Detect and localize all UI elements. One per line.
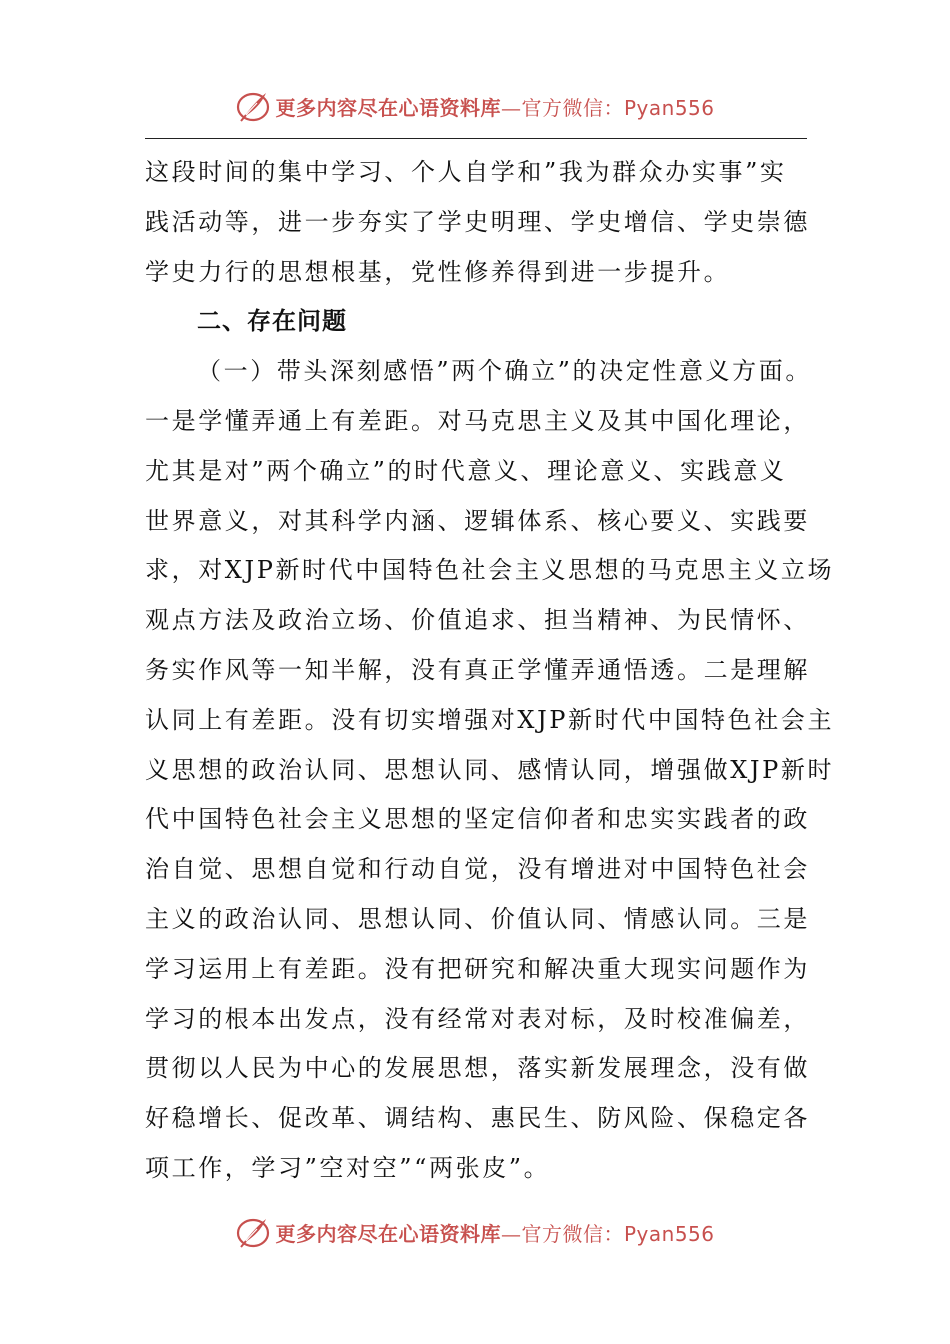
text-line: 认同上有差距。没有切实增强对XJP新时代中国特色社会主 xyxy=(145,705,835,734)
watermark-header xyxy=(0,84,950,128)
text-line: 项工作，学习”空对空”“两张皮”。 xyxy=(145,1153,551,1182)
document-body xyxy=(145,148,835,1194)
text-line: 尤其是对”两个确立”的时代意义、理论意义、实践意义 xyxy=(145,456,787,485)
text-line: 主义的政治认同、思想认同、价值认同、情感认同。三是 xyxy=(145,904,810,933)
text-line: 这段时间的集中学习、个人自学和”我为群众办实事”实 xyxy=(145,158,787,186)
text-line: 一是学懂弄通上有差距。对马克思主义及其中国化理论， xyxy=(145,406,810,435)
text-line: 观点方法及政治立场、价值追求、担当精神、为民情怀、 xyxy=(145,606,810,635)
watermark-brand: 更多内容尽在心语资料库 xyxy=(275,1221,501,1246)
text-line: 代中国特色社会主义思想的坚定信仰者和忠实实践者的政 xyxy=(145,805,810,834)
watermark-brand: 更多内容尽在心语资料库 xyxy=(275,95,501,120)
watermark-footer xyxy=(0,1210,950,1254)
text-line: 义思想的政治认同、思想认同、感情认同，增强做XJP新时 xyxy=(145,755,835,784)
paragraph-1 xyxy=(145,148,809,297)
text-line: 务实作风等一知半解，没有真正学懂弄通悟透。二是理解 xyxy=(145,655,810,684)
watermark-text xyxy=(275,1218,714,1247)
watermark-suffix: 官方微信： xyxy=(521,95,624,120)
watermark-dash: — xyxy=(500,95,522,120)
text-line: 求，对XJP新时代中国特色社会主义思想的马克思主义立场 xyxy=(145,556,835,585)
section-heading: 二、存在问题 xyxy=(197,307,347,336)
text-line: 好稳增长、促改革、调结构、惠民生、防风险、保稳定各 xyxy=(145,1104,810,1133)
text-line: 学习运用上有差距。没有把研究和解决重大现实问题作为 xyxy=(145,954,810,983)
feather-pen-logo-icon xyxy=(235,88,271,124)
text-line: （一）带头深刻感悟”两个确立”的决定性意义方面。 xyxy=(197,357,812,386)
watermark-dash: — xyxy=(500,1221,522,1246)
watermark-id: Pyan556 xyxy=(623,1221,715,1246)
text-line: 治自觉、思想自觉和行动自觉，没有增进对中国特色社会 xyxy=(145,855,810,884)
watermark-suffix: 官方微信： xyxy=(521,1221,624,1246)
text-line: 贯彻以人民为中心的发展思想，落实新发展理念，没有做 xyxy=(145,1054,810,1083)
watermark-id: Pyan556 xyxy=(623,95,715,120)
paragraph-2 xyxy=(145,347,835,1194)
text-line: 践活动等，进一步夯实了学史明理、学史增信、学史崇德 xyxy=(145,207,810,236)
text-line: 学习的根本出发点，没有经常对表对标，及时校准偏差， xyxy=(145,1004,810,1033)
text-line: 学史力行的思想根基，党性修养得到进一步提升。 xyxy=(145,257,731,286)
feather-pen-logo-icon xyxy=(235,1214,271,1250)
text-line: 世界意义，对其科学内涵、逻辑体系、核心要义、实践要 xyxy=(145,506,810,535)
watermark-text xyxy=(275,92,714,121)
header-divider xyxy=(145,138,807,139)
